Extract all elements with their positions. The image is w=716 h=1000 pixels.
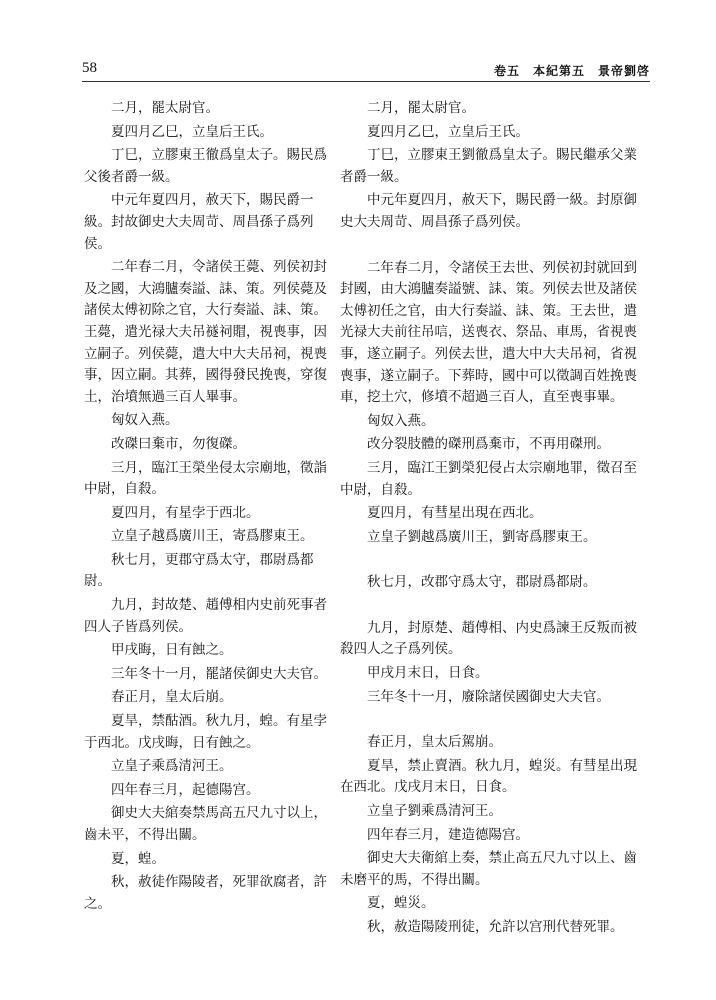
paragraph: 九月，封原楚、趙傅相、内史爲諫王反叛而被殺四人之子爲列侯。 <box>340 619 637 658</box>
paragraph: 三年冬十一月，罷諸侯御史大夫官。 <box>111 665 327 682</box>
paragraph-gap <box>340 550 650 572</box>
header-rule <box>82 81 650 82</box>
paragraph: 夏四月，有星孛于西北。 <box>111 504 260 521</box>
paragraph: 改分裂肢體的磔刑爲棄市，不再用磔刑。 <box>367 436 610 453</box>
paragraph-gap <box>340 596 650 618</box>
paragraph: 夏旱，禁酤酒。秋九月，蝗。有星孛于西北。戊戌晦，日有蝕之。 <box>84 713 327 751</box>
paragraph: 夏，蝗災。 <box>367 895 435 912</box>
original-text-column <box>84 98 329 917</box>
page-header <box>82 60 650 82</box>
paragraph: 三月，臨江王榮坐侵太宗廟地，徵詣中尉，自殺。 <box>84 459 327 498</box>
paragraph: 二年春二月，令諸侯王薨、列侯初封及之國，大鴻臚奏謚、誄、策。列侯薨及諸侯太傅初除之官，大行奏謚、誄、策。王薨，遣光禄大夫吊襚祠賵，視喪事，因立嗣子。列侯薨，遣大中大夫吊祠，視喪事，因立嗣。其葬，國得發民挽喪，穿復土，治墳無過三百人畢事。 <box>84 259 327 405</box>
paragraph: 秋七月，改郡守爲太守，郡尉爲都尉。 <box>367 574 597 591</box>
paragraph: 九月，封故楚、趙傅相内史前死事者四人子皆爲列侯。 <box>84 597 327 635</box>
paragraph: 四年春三月，建造德陽宫。 <box>367 826 529 843</box>
paragraph: 立皇子越爲廣川王，寄爲膠東王。 <box>111 528 314 545</box>
paragraph: 秋，赦徒作陽陵者，死罪欲腐者，許之。 <box>84 874 327 912</box>
paragraph: 春正月，皇太后駕崩。 <box>367 734 502 751</box>
paragraph: 中元年夏四月，赦天下，賜民爵一級。封故御史大夫周苛、周昌孫子爲列侯。 <box>84 192 314 252</box>
paragraph: 夏四月乙巳，立皇后王氏。 <box>367 123 529 140</box>
paragraph: 二月，罷太尉官。 <box>111 100 219 116</box>
paragraph: 匈奴入燕。 <box>111 412 179 429</box>
translation-column <box>340 98 650 941</box>
paragraph: 夏四月，有彗星出現在西北。 <box>367 505 543 522</box>
paragraph: 夏旱，禁止賣酒。秋九月，蝗災。有彗星出現在西北。戊戌月末日，日食。 <box>340 757 637 796</box>
paragraph: 甲戌晦，日有蝕之。 <box>111 642 233 659</box>
paragraph: 立皇子劉乘爲清河王。 <box>367 803 502 820</box>
paragraph-gap <box>340 236 650 258</box>
page-number: 58 <box>82 60 97 76</box>
paragraph: 夏，蝗。 <box>111 850 165 867</box>
paragraph: 立皇子劉越爲廣川王，劉寄爲膠東王。 <box>367 528 597 545</box>
paragraph: 二年春二月，令諸侯王去世、列侯初封就回到封國，由大鴻臚奏謚號、誄、策。列侯去世及諸侯太傅初任之官，由大行奏謚、誄、策。王去世，遣光禄大夫前往吊唁，送喪衣、祭品、車馬，省視喪事，遂立嗣子。列侯去世，遣大中大夫吊祠，省視喪事，遂立嗣子。下葬時，國中可以徵調百姓挽喪車，挖土穴，修墳不超過三百人，直至喪事畢。 <box>340 259 637 406</box>
paragraph: 立皇子乘爲清河王。 <box>111 758 233 775</box>
paragraph: 御史大夫綰奏禁馬高五尺九寸以上，齒未平，不得出關。 <box>84 805 327 843</box>
paragraph: 御史大夫衛綰上奏，禁止高五尺九寸以上、齒未磨平的馬，不得出關。 <box>340 850 637 888</box>
paragraph: 二月，罷太尉官。 <box>367 100 475 116</box>
paragraph: 丁巳，立膠東王徹爲皇太子。賜民爲父後者爵一級。 <box>84 147 327 185</box>
paragraph: 四年春三月，起德陽宫。 <box>111 781 260 798</box>
paragraph: 夏四月乙巳，立皇后王氏。 <box>111 123 273 140</box>
paragraph: 改磔曰棄市，勿復磔。 <box>111 435 246 452</box>
paragraph: 丁巳，立膠東王劉徹爲皇太子。賜民繼承父業者爵一級。 <box>340 147 637 185</box>
paragraph: 中元年夏四月，赦天下，賜民爵一級。封原御史大夫周苛、周昌孫子爲列侯。 <box>340 192 637 230</box>
paragraph: 三年冬十一月，廢除諸侯國御史大夫官。 <box>367 688 610 705</box>
paragraph: 甲戌月末日，日食。 <box>367 665 489 682</box>
running-head: 卷五 本紀第五 景帝劉啓 <box>493 64 650 78</box>
paragraph: 秋，赦造陽陵刑徒，允許以宫刑代替死罪。 <box>367 919 624 935</box>
paragraph: 匈奴入燕。 <box>367 412 435 429</box>
paragraph: 春正月，皇太后崩。 <box>111 689 233 706</box>
paragraph: 秋七月，更郡守爲太守，郡尉爲都尉。 <box>84 551 314 590</box>
paragraph: 三月，臨江王劉榮犯侵占太宗廟地罪，徵召至中尉，自殺。 <box>340 459 637 498</box>
paragraph-gap <box>340 710 650 732</box>
